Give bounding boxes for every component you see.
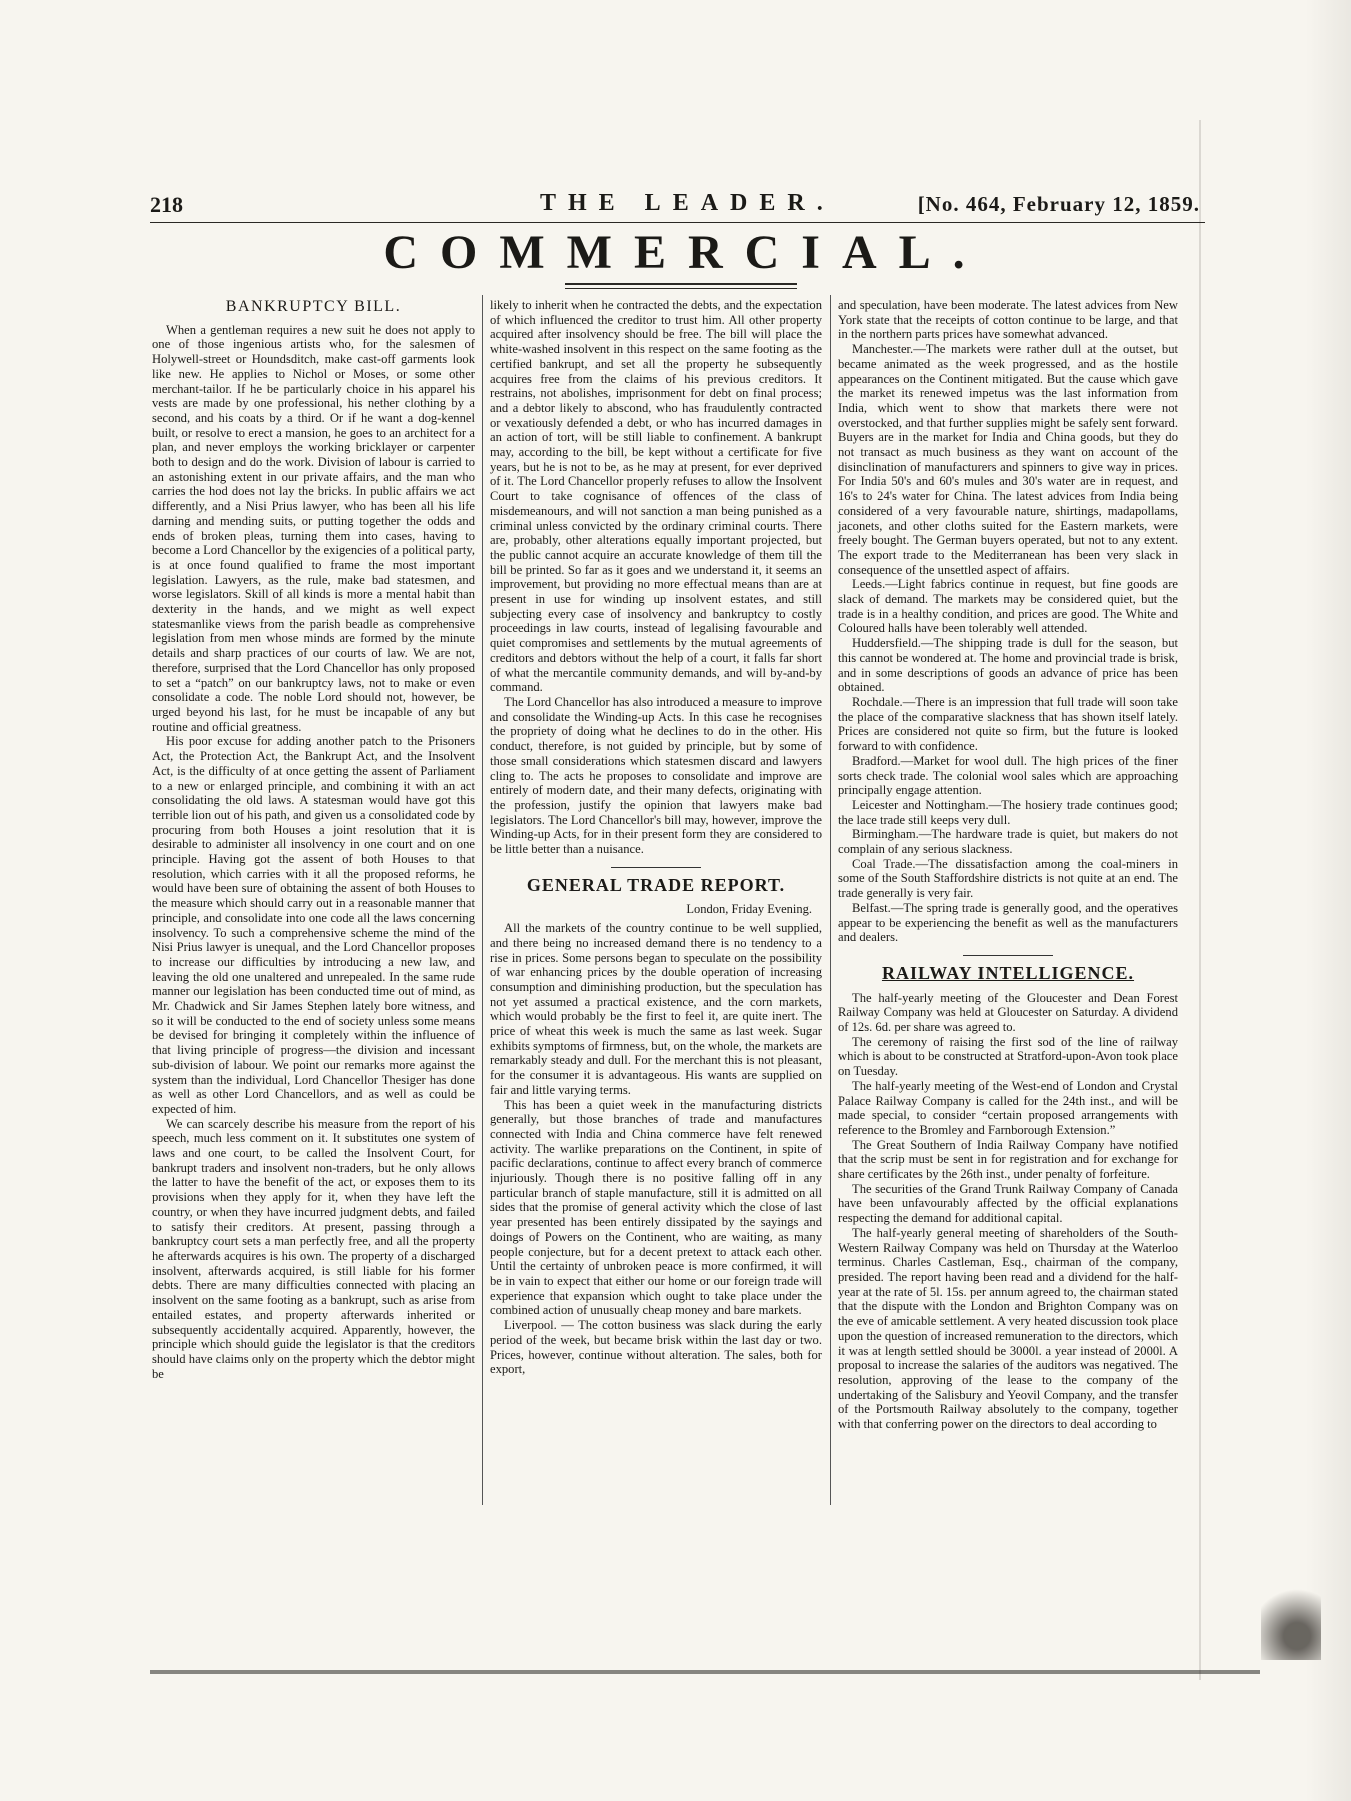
bankruptcy-continued-paragraph: The Lord Chancellor has also introduced a measure to improve and consolidate the Winding-up Acts. In this case he recognises the propriety of doing what he declines to do in the other. His conduct, therefore, is not guided by principle, but by some of those small considerations which statesmen discard and lawyers cling to. The acts he proposes to consolidate and improve are entirely of modern date, and their many defects, originating with the profession, justify the opinion that lawyers make bad legislators. The Lord Chancellor's bill may, however, improve the Winding-up Acts, for in their present form they are considered to be little better than a nuisance. (490, 694, 822, 857)
title-rule-top (565, 283, 797, 285)
market-report: Leeds.—Light fabrics continue in request, but fine goods are slack of demand. The markets may be considered quiet, but the trade is in a healthy condition, and prices are good. The White and Coloured halls have been tolerably well attended. (838, 577, 1178, 636)
bankruptcy-heading: BANKRUPTCY BILL. (225, 298, 402, 315)
page-number: 218 (150, 192, 183, 217)
market-report: Manchester.—The markets were rather dull at the outset, but became animated as the week progressed, and as the hostile appearances on the Continent mitigated. But the cause which gave the market its renewed impetus was the last information from India, which went to show that markets there were not overstocked, and that further supplies might be safely sent forward. Buyers are in the market for India and China goods, but they do not transact as much business as they want on account of the disinclination of manufacturers and spinners to give way in prices. For India 50's and 60's mules and 30's water are in request, and 16's to 24's water for China. The latest advices from India being considered of a very favourable nature, shirtings, madapollams, jaconets, and other cloths suited for the Eastern markets, were freely bought. The German buyers operated, but not to any extent. The export trade to the Mediterranean has been very slack in consequence of the unsettled aspect of affairs. (838, 342, 1178, 577)
scan-artifact (1261, 1580, 1321, 1660)
market-report: Rochdale.—There is an impression that full trade will soon take the place of the comparative slackness that has shown itself lately. Prices are considered not quite so firm, but the future is looked forward to with confidence. (838, 694, 1178, 754)
railway-paragraph: The half-yearly meeting of the Gloucester and Dean Forest Railway Company was held at Gloucester on Saturday. A dividend of 12s. 6d. per share was agreed to. (838, 990, 1178, 1035)
page-edge-shadow (1306, 0, 1351, 1801)
bankruptcy-continued-paragraph: likely to inherit when he contracted the debts, and the expectation of which influenced the creditor to trust him. All other property acquired after insolvency should be free. The bill will place the white-washed insolvent in this respect on the same footing as the certified bankrupt, and set all the property he subsequently acquires free from the claims of his previous creditors. It restrains, not abolishes, imprisonment for debt on final process; and a debtor likely to abscond, who has fraudulently contracted or vexatiously defended a debt, or who has incurred damages in an action of tort, will be still liable to confinement. A bankrupt may, according to the bill, be kept without a certificate for five years, but he is not to be, as he may at present, for ever deprived of it. The Lord Chancellor properly refuses to allow the Insolvent Court to take cognisance of offences of the class of misdemeanours, and will not sanction a man being punished as a criminal unless convicted by the ordinary criminal courts. There are, probably, other alterations equally important projected, but the public cannot acquire an accurate knowledge of them till the bill be printed. So far as it goes and we understand it, it seems an improvement, but providing no more effectual means than are at present in use for winding up insolvent estates, and still subjecting every case of insolvency and bankruptcy to costly proceedings in law courts, instead of legalising favourable and quiet compromises and settlements by the mutual agreements of creditors and debtors without the help of a court, it falls far short of what the mercantile community demands, and will by-and-by command. (490, 298, 822, 695)
railway-paragraph: The Great Southern of India Railway Company have notified that the scrip must be sent in for registration and for exchange for share certificates by the 26th inst., under penalty of forfeiture. (838, 1137, 1178, 1182)
article-separator (963, 955, 1053, 956)
column-divider-1 (482, 295, 483, 1505)
trade-report-heading: GENERAL TRADE REPORT. (526, 874, 786, 895)
bankruptcy-paragraph: We can scarcely describe his measure from the report of his speech, much less comment on it. It substitutes one system of laws and one court, to be called the Insolvent Court, for bankrupt traders and insolvent non-traders, but he only allows the latter to have the benefit of the act, or exposes them to its provisions when they apply for it, when they have left the country, or when they have incurred judgment debts, and failed to satisfy their creditors. At present, passing through a bankruptcy court sets a man perfectly free, and all the property he afterwards acquires is his own. The property of a discharged insolvent, afterwards acquired, is still liable for his former debts. There are many difficulties connected with placing an insolvent on the same footing as a bankrupt, such as arise from entailed estates, and property afterwards inherited or subsequently accidentally acquired. Apparently, however, the principle which should guide the legislator is that the creditors should have claims only on the property which the debtor might be (152, 1116, 475, 1381)
fold-line (1199, 120, 1201, 1680)
title-rule-bottom (565, 288, 797, 289)
railway-paragraph: The ceremony of raising the first sod of the line of railway which is about to be constructed at Stratford-upon-Avon took place on Tuesday. (838, 1034, 1178, 1079)
column-1 (152, 298, 475, 1381)
section-title: COMMERCIAL. (383, 226, 987, 279)
market-report: Birmingham.—The hardware trade is quiet, but makers do not complain of any serious slackness. (838, 827, 1178, 857)
trade-paragraph: Liverpool. — The cotton business was slack during the early period of the week, but became brisk within the last day or two. Prices, however, continue without alteration. The sales, both for export, (490, 1318, 822, 1377)
railway-heading: RAILWAY INTELLIGENCE. (881, 962, 1135, 983)
railway-paragraph: The half-yearly meeting of the West-end of London and Crystal Palace Railway Company is called for the 24th inst., and will be made special, to consider “certain proposed arrangements with reference to the Bromley and Farnborough Extension.” (838, 1078, 1178, 1137)
railway-paragraph: The half-yearly general meeting of shareholders of the South-Western Railway Company was held on Thursday at the Waterloo terminus. Charles Castleman, Esq., chairman of the company, presided. The report having been read and a dividend for the half-year at the rate of 5l. 15s. per annum agreed to, the chairman stated that the dispute with the London and Brighton Company was on the eve of amicable settlement. A very heated discussion took place upon the question of increased remuneration to the directors, which it was at length settled should be 3000l. a year instead of 2000l. A proposal to increase the salaries of the auditors was negatived. The resolution, approving of the lease to the company of the undertaking of the Salisbury and Yeovil Company, and the transfer of the Portsmouth Railway absolutely to the company, together with that conferring power on the directors to deal according to (838, 1225, 1178, 1432)
header-rule (150, 222, 1205, 223)
railway-paragraph: The securities of the Grand Trunk Railway Company of Canada have been unfavourably affected by the official explanations respecting the demand for additional capital. (838, 1181, 1178, 1226)
column-divider-2 (830, 295, 831, 1505)
bottom-scan-rule (150, 1670, 1260, 1674)
page-header (150, 190, 1200, 224)
bankruptcy-paragraph: His poor excuse for adding another patch to the Prisoners Act, the Protection Act, the Bankrupt Act, and the Insolvent Act, is the difficulty of at once getting the assent of Parliament to a new or enlarged principle, and combining it with an act consolidating the old laws. A statesman would have got this terrible lion out of his path, and given us a consolidated code by procuring from both Houses a joint resolution that it is desirable to administer all insolvency in one court and on one principle. Having got the assent of both Houses to that resolution, which carries with it all the proposed reforms, he would have been sure of obtaining the assent of both Houses to the measure which should carry out in a reasonable manner that principle, and consolidate into one code all the laws concerning insolvency. To such a comprehensive scheme the mind of the Nisi Prius lawyer is unequal, and the Lord Chancellor proposes to increase our difficulties by introducing a new law, and leaving the old one unaltered and unrepealed. In the same rude manner our legislation has been conducted time out of mind, as Mr. Chadwick and Sir James Stephen lately bore witness, and so it will be conducted to the end of society unless some means be devised for bringing it completely within the influence of that living principle of progress—the division and incessant sub-division of labour. We point our remarks more against the system than the individual, Lord Chancellor Thesiger has done as well as other Lord Chancellors, and as well as could be expected of him. (152, 734, 475, 1116)
article-separator (611, 867, 701, 868)
column-2 (490, 298, 822, 1377)
market-report: Leicester and Nottingham.—The hosiery trade continues good; the lace trade still keeps very dull. (838, 797, 1178, 827)
market-report: Bradford.—Market for wool dull. The high prices of the finer sorts check trade. The colonial wool sales which are approaching principally engage attention. (838, 753, 1178, 798)
market-report: and speculation, have been moderate. The latest advices from New York state that the receipts of cotton continue to be large, and that in the northern parts prices have somewhat advanced. (838, 298, 1178, 342)
issue-info: [No. 464, February 12, 1859. (917, 192, 1200, 216)
column-3 (838, 298, 1178, 1432)
market-report: Belfast.—The spring trade is generally good, and the operatives appear to be experiencing the benefit as well as the manufacturers and dealers. (838, 900, 1178, 945)
trade-paragraph: All the markets of the country continue to be well supplied, and there being no increased demand there is no tendency to a rise in prices. Some persons began to speculate on the possibility of war enhancing prices by the double operation of increasing consumption and diminishing production, but the speculation has not yet assumed a practical existence, and the corn markets, which would probably be the first to feel it, are quite inert. The price of wheat this week is much the same as last week. Sugar exhibits symptoms of firmness, but, on the whole, the markets are remarkably steady and dull. For the merchant this is not pleasant, for the consumer it is advantageous. His wants are supplied on fair and little varying terms. (490, 921, 822, 1097)
market-report: Coal Trade.—The dissatisfaction among the coal-miners in some of the South Staffordshire districts is not quite at an end. The trade generally is very fair. (838, 856, 1178, 901)
trade-dateline: London, Friday Evening. (686, 902, 812, 917)
trade-paragraph: This has been a quiet week in the manufacturing districts generally, but those branches of trade and manufactures connected with India and China commerce have felt renewed activity. The warlike preparations on the Continent, in spite of pacific declarations, continue to affect every branch of commerce injuriously. Though there is no positive falling off in any particular branch of staple manufacture, still it is admitted on all sides that the promise of general activity which the close of last year presented has been entirely dissipated by the sayings and doings of Powers on the Continent, who are waiting, as many people conjecture, but for a decent pretext to attack each other. Until the certainty of unbroken peace is more confirmed, it will be in vain to expect that either our home or our foreign trade will experience that expansion which ought to take place under the combined action of unusually cheap money and bare markets. (490, 1097, 822, 1318)
paper-title: THE LEADER. (540, 190, 835, 216)
market-report: Huddersfield.—The shipping trade is dull for the season, but this cannot be wondered at. The home and provincial trade is brisk, and in some descriptions of goods an advance of price has been obtained. (838, 636, 1178, 695)
bankruptcy-paragraph: When a gentleman requires a new suit he does not apply to one of those ingenious artists who, for the salesmen of Holywell-street or Houndsditch, make cast-off garments look like new. He applies to Nichol or Moses, or some other merchant-tailor. If he be particularly choice in his apparel his vests are made by one professional, his nether clothing by a second, and his coats by a third. Or if he want a dog-kennel built, or resolve to erect a mansion, he goes to an architect for a plan, and never employs the working bricklayer or carpenter both to design and do the work. Division of labour is carried to an astonishing extent in our private affairs, and the man who carries the hod does not lay the bricks. In public affairs we act differently, and a Nisi Prius lawyer, who has been all his life darning and mending suits, or putting together the odds and ends of broken pleas, turning them into cases, having to become a Lord Chancellor by the exigencies of a political party, is at once found qualified to frame the most important legislation. Lawyers, as the rule, make bad statesmen, and worse legislators. Skill of all kinds is more a mental habit than dexterity in the hands, and we might as well expect statesmanlike views from the parish beadle as comprehensive legislation from men whose minds are formed by the minute details and sharp practices of our courts of law. We are not, therefore, surprised that the Lord Chancellor has only proposed to set a “patch” on our bankruptcy laws, not to make or even consolidate a code. The noble Lord should not, however, be urged beyond his last, for he must be incapable of any but routine and official greatness. (152, 322, 475, 734)
